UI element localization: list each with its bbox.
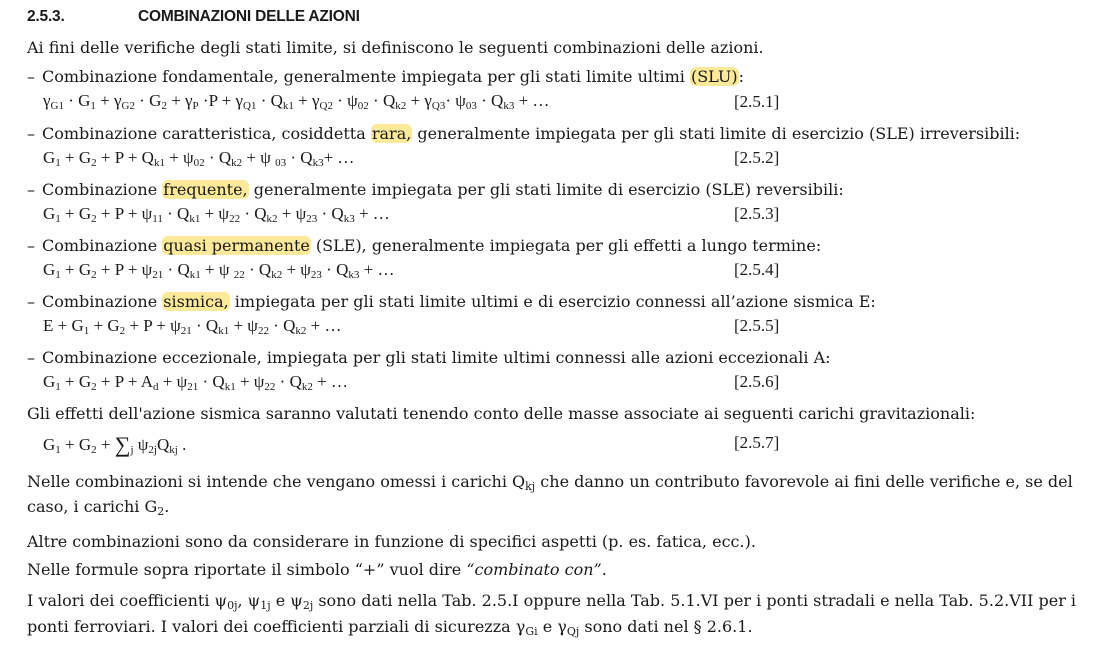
note-plus-symbol: Nelle formule sopra riportate il simbolo “+” vuol dire “combinato con”. (27, 560, 607, 579)
formula-2-5-4: $G_1 + G_2 + P + \psi_{21} \cdot Q_{k1} + \psi$ $_{22} \cdot Q_{k2} + \psi_{23} \cdot Q_{k3}$ + … (43, 260, 395, 281)
seismic-masses-paragraph: Gli effetti dell'azione sismica saranno valutati tenendo conto delle masse associate ai seguenti carichi gravitazionali: (27, 404, 976, 423)
combination-seismic: – Combinazione sismica, impiegata per gli stati limite ultimi e di esercizio connessi all’azione sismica E: (27, 292, 876, 311)
equation-number: [2.5.4] (734, 260, 780, 279)
formula-2-5-7: $G_1 + G_2 + \sum_j$ $\psi_{2j}Q_{kj}$ . (43, 432, 187, 457)
note-other-combinations: Altre combinazioni sono da considerare in funzione di specifici aspetti (p. es. fatica, ecc.). (27, 532, 756, 551)
combination-fundamental: – Combinazione fondamentale, generalmente impiegata per gli stati limite ultimi (SLU): (27, 67, 745, 86)
equation-number: [2.5.3] (734, 204, 780, 223)
combination-exceptional: – Combinazione eccezionale, impiegata per gli stati limite ultimi connessi alle azioni eccezionali A: (27, 348, 831, 367)
highlight: frequente, (163, 180, 248, 199)
equation-number: [2.5.1] (734, 92, 780, 111)
highlight: sismica, (163, 292, 229, 311)
formula-2-5-1: $\gamma_{G1} \cdot G_1 + \gamma_{G2} \cdot G_2 + \gamma_P \cdot P + \gamma_{Q1} \cdot Q_{k1} + \gamma_{Q2} \cdot \psi_{02} \cdot Q_{k2} + \gamma_{Q3}\cdot \psi_{03} \cdot Q_{k3}$ + … (43, 91, 550, 112)
note-coefficients: I valori dei coefficienti $\psi_{0j}$, $\psi_{1j}$ e $\psi_{2j}$ sono dati nella Tab. 2.5.I oppure nella Tab. 5.1.VI per i ponti stradali e nella Tab. 5.2.VII per i (27, 591, 1077, 612)
note-omitted-loads: Nelle combinazioni si intende che vengano omessi i carichi $Q_{kj}$ che danno un contributo favorevole ai fini delle verifiche e, se del (27, 472, 1073, 493)
combination-characteristic: – Combinazione caratteristica, cosiddetta rara, generalmente impiegata per gli stati limite di esercizio (SLE) irreversibili: (27, 124, 1021, 143)
intro-paragraph: Ai fini delle verifiche degli stati limite, si definiscono le seguenti combinazioni delle azioni. (27, 38, 764, 57)
note-coefficients-cont: ponti ferroviari. I valori dei coefficienti parziali di sicurezza $\gamma_{Gi}$ e $\gamma_{Qj}$ sono dati nel § 2.6.1. (27, 617, 753, 638)
combination-quasi-permanent: – Combinazione quasi permanente (SLE), generalmente impiegata per gli effetti a lungo termine: (27, 236, 822, 255)
section-number: 2.5.3. (27, 8, 65, 25)
combination-frequent: – Combinazione frequente, generalmente impiegata per gli stati limite di esercizio (SLE) reversibili: (27, 180, 844, 199)
section-title: COMBINAZIONI DELLE AZIONI (138, 8, 360, 25)
equation-number: [2.5.2] (734, 148, 780, 167)
highlight: quasi permanente (163, 236, 310, 255)
equation-number: [2.5.5] (734, 316, 780, 335)
formula-2-5-2: $G_1 + G_2 + P + Q_{k1} + \psi_{02} \cdot Q_{k2} + \psi$ $_{03} \cdot Q_{k3}+$ … (43, 148, 355, 169)
highlight: rara, (371, 124, 412, 143)
equation-number: [2.5.6] (734, 372, 780, 391)
formula-2-5-3: $G_1 + G_2 + P + \psi_{11} \cdot Q_{k1} + \psi_{22} \cdot Q_{k2} + \psi_{23} \cdot Q_{k3}$ + … (43, 204, 390, 225)
formula-2-5-6: $G_1 + G_2 + P + A_d + \psi_{21} \cdot Q_{k1} + \psi_{22} \cdot Q_{k2}$ + … (43, 372, 348, 393)
equation-number: [2.5.7] (734, 433, 780, 452)
section-heading (27, 8, 360, 26)
highlight: (SLU) (690, 67, 738, 86)
note-omitted-loads-cont: caso, i carichi $G_2$. (27, 497, 170, 518)
formula-2-5-5: $E + G_1 + G_2 + P + \psi_{21} \cdot Q_{k1} + \psi_{22} \cdot Q_{k2}$ + … (43, 316, 342, 337)
